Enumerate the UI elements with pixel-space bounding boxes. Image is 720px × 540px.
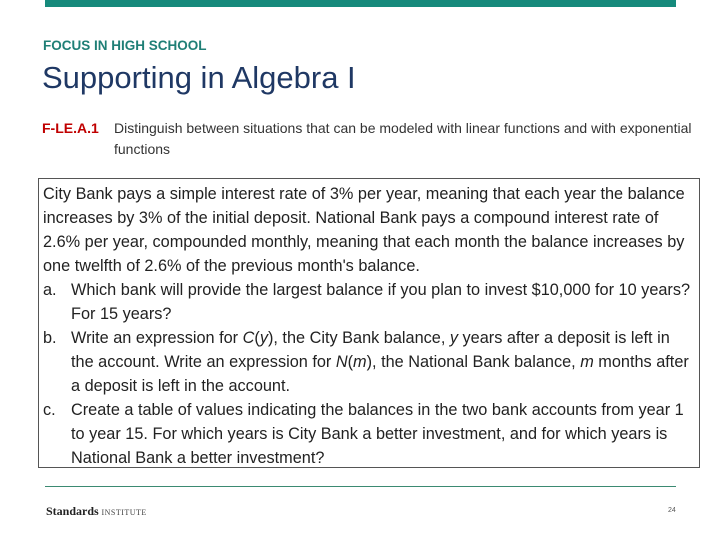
problem-item-a <box>43 278 695 326</box>
item-label: b. <box>43 329 57 347</box>
standard <box>42 118 694 160</box>
item-text: Write an expression for C(y), the City Bank balance, y years after a deposit is left in the account. Write an expression for N(m), the National Bank balance, m months after a deposit is left in the account. <box>71 329 689 395</box>
footer-divider <box>45 486 676 487</box>
top-accent-bar <box>45 0 676 7</box>
standards-institute-logo: Standards INSTITUTE <box>46 504 147 518</box>
problem-item-b <box>43 326 695 398</box>
problem-intro: City Bank pays a simple interest rate of 3% per year, meaning that each year the balance increases by 3% of the initial deposit. National Bank pays a compound interest rate of 2.6% per year, compounded monthly, meaning that each month the balance increases by one twelfth of 2.6% of the previous month's balance. <box>43 185 685 275</box>
problem-item-c <box>43 398 695 470</box>
item-label: a. <box>43 281 57 299</box>
page-title: Supporting in Algebra I <box>42 60 356 95</box>
problem-box <box>38 178 700 468</box>
item-text: Create a table of values indicating the balances in the two bank accounts from year 1 to year 15. For which years is City Bank a better investment, and for which years is National Bank a better investment? <box>71 401 684 467</box>
standard-description: Distinguish between situations that can be modeled with linear functions and with exponential functions <box>114 120 692 157</box>
page-number: 24 <box>668 507 676 514</box>
item-label: c. <box>43 401 56 419</box>
standard-code: F-LE.A.1 <box>42 120 99 136</box>
section-eyebrow: FOCUS IN HIGH SCHOOL <box>43 38 207 53</box>
item-text: Which bank will provide the largest balance if you plan to invest $10,000 for 10 years? For 15 years? <box>71 281 691 323</box>
